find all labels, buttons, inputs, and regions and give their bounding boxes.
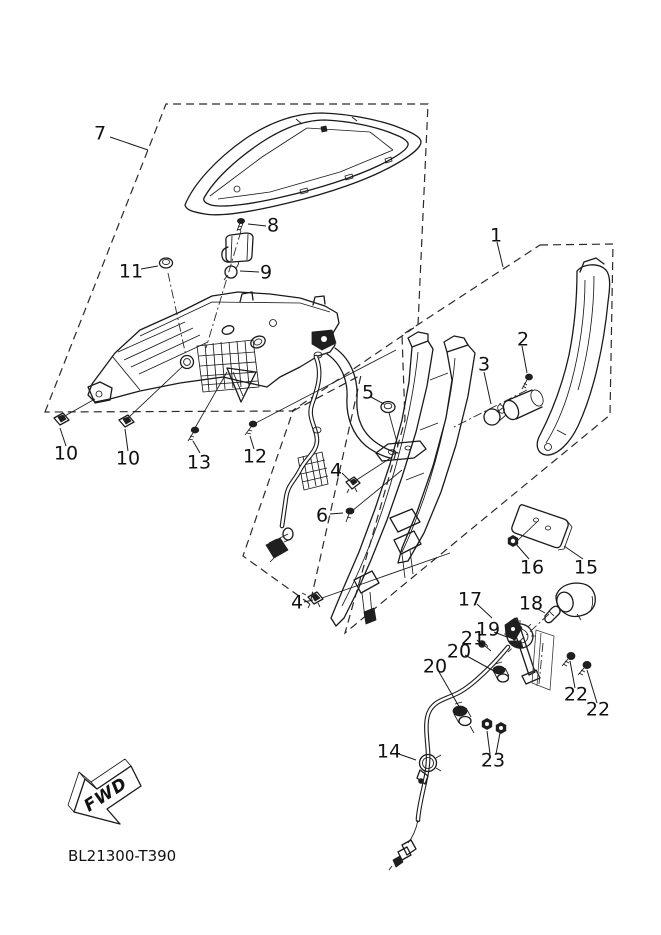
callout-1: 1 bbox=[489, 224, 503, 247]
callout-22: 22 bbox=[563, 683, 589, 706]
screw-22-right bbox=[578, 661, 591, 675]
fwd-label: FWD bbox=[80, 773, 132, 817]
callout-22: 22 bbox=[585, 698, 611, 721]
callout-11: 11 bbox=[118, 260, 144, 283]
bracket-blade-stay bbox=[537, 258, 609, 455]
group-boundary-bracket bbox=[345, 244, 613, 633]
body-wire-harness bbox=[282, 357, 321, 526]
callout-5: 5 bbox=[361, 381, 375, 404]
bulb-socket-9 bbox=[222, 233, 253, 280]
callout-6: 6 bbox=[315, 504, 329, 527]
callout-14: 14 bbox=[376, 740, 402, 763]
callout-20: 20 bbox=[446, 640, 472, 663]
body-screw-11 bbox=[160, 258, 173, 268]
tail-light-body bbox=[88, 292, 339, 403]
callout-21: 21 bbox=[460, 627, 486, 650]
license-plate-phantom bbox=[532, 630, 554, 690]
callout-13: 13 bbox=[186, 451, 212, 474]
callout-16: 16 bbox=[519, 556, 545, 579]
license-light-assembly bbox=[504, 583, 595, 684]
callout-7: 7 bbox=[93, 122, 107, 145]
callout-3: 3 bbox=[477, 353, 491, 376]
tail-light-lens bbox=[185, 113, 421, 215]
damper-bolt-20-upper bbox=[493, 662, 509, 682]
callout-leader-lines bbox=[60, 137, 597, 760]
body-wire-connector bbox=[266, 528, 293, 562]
clip-10-right bbox=[119, 415, 134, 427]
group-boundary-harness bbox=[243, 375, 361, 604]
callout-18: 18 bbox=[518, 592, 544, 615]
assembly-axis-lines bbox=[168, 231, 549, 684]
nut-23-right bbox=[496, 723, 506, 734]
callout-10: 10 bbox=[53, 442, 79, 465]
nut-23-left bbox=[482, 719, 492, 730]
bulb-holder-and-bulb bbox=[484, 374, 546, 425]
damper-bolt-20-lower bbox=[453, 702, 474, 733]
fwd-arrow bbox=[68, 759, 141, 824]
callout-10: 10 bbox=[115, 447, 141, 470]
callout-19: 19 bbox=[475, 618, 501, 641]
callout-8: 8 bbox=[266, 214, 280, 237]
reflector-plate-15 bbox=[512, 505, 572, 550]
callout-20: 20 bbox=[422, 655, 448, 678]
callout-2: 2 bbox=[516, 328, 530, 351]
callout-23: 23 bbox=[480, 749, 506, 772]
license-wire-connector bbox=[389, 840, 416, 870]
screw-13 bbox=[188, 427, 199, 441]
group-boundary-lens bbox=[45, 104, 428, 412]
callout-15: 15 bbox=[573, 556, 599, 579]
callout-17: 17 bbox=[457, 588, 483, 611]
callout-4: 4 bbox=[329, 459, 343, 482]
lens-screw-8 bbox=[237, 218, 245, 231]
callout-4: 4 bbox=[290, 591, 304, 614]
part-code: BL21300-T390 bbox=[68, 847, 177, 865]
callout-9: 9 bbox=[259, 261, 273, 284]
screw-22-left bbox=[562, 652, 575, 666]
callout-12: 12 bbox=[242, 445, 268, 468]
